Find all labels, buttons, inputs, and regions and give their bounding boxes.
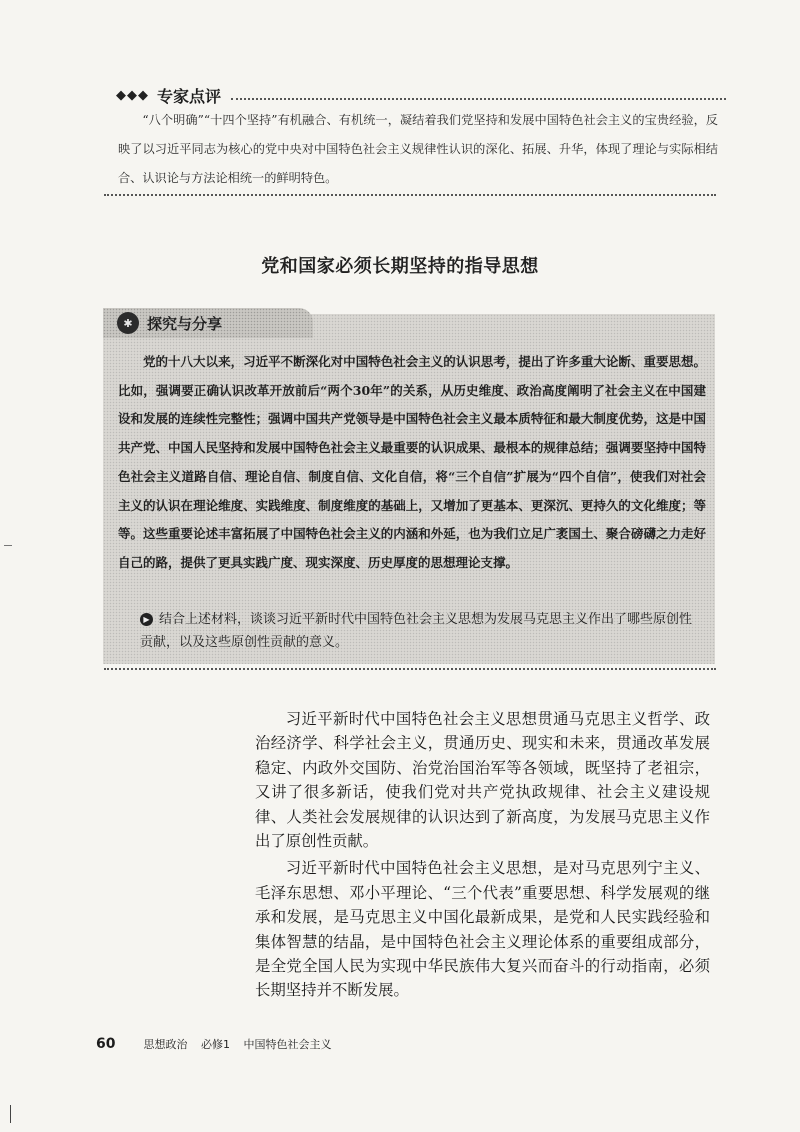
book-title: 中国特色社会主义 xyxy=(243,1038,332,1051)
explore-share-text: 党的十八大以来，习近平不断深化对中国特色社会主义的认识思考，提出了许多重大论断、重要思想。比如，强调要正确认识改革开放前后“两个30年”的关系，从历史维度、政治高度阐明了社会主义在中国建设和发展的连续性完整性；强调中国共产党领导是中国特色社会主义最本质特征和最大制度优势，这是中国共产党、中国人民坚持和发展中国特色社会主义最重要的认识成果、最根本的规律总结；强调要坚持中国特色社会主义道路自信、理论自信、制度自信、文化自信，将“三个自信”扩展为“四个自信”，使我们对社会主义的认识在理论维度、实践维度、制度维度的基础上，又增加了更基本、更深沉、更持久的文化维度；等等。这些重要论述丰富拓展了中国特色社会主义的内涵和外延，也为我们立足广袤国土、聚合磅礴之力走好自己的路，提供了更具实践广度、现实深度、历史厚度的思想理论支撑。 xyxy=(118,354,706,570)
expert-comment-title: 专家点评 xyxy=(157,86,222,106)
book-info xyxy=(143,1036,341,1052)
paragraph: 习近平新时代中国特色社会主义思想贯通马克思主义哲学、政治经济学、科学社会主义，贯通历史、现实和未来，贯通改革发展稳定、内政外交国防、治党治国治军等各领域，既坚持了老祖宗，又讲了很多新话，使我们党对共产党执政规律、社会主义建设规律、人类社会发展规律的认识达到了新高度，为发展马克思主义作出了原创性贡献。 xyxy=(255,710,710,851)
diamond-bullets-icon: ◆◆◆ xyxy=(116,87,149,103)
discussion-question-text: 结合上述材料，谈谈习近平新时代中国特色社会主义思想为发展马克思主义作出了哪些原创性贡献，以及这些原创性贡献的意义。 xyxy=(140,612,693,650)
main-text xyxy=(255,707,710,1006)
explore-share-tab xyxy=(103,308,313,338)
dotted-divider xyxy=(104,668,716,670)
scan-edge-mark xyxy=(4,545,12,546)
dotted-divider xyxy=(104,194,716,196)
scan-edge-mark xyxy=(10,1105,11,1123)
paragraph: 习近平新时代中国特色社会主义思想，是对马克思列宁主义、毛泽东思想、邓小平理论、“三个代表”重要思想、科学发展观的继承和发展，是马克思主义中国化最新成果，是党和人民实践经验和集体智慧的结晶，是中国特色社会主义理论体系的重要组成部分，是全党全国人民为实现中华民族伟大复兴而奋斗的行动指南，必须长期坚持并不断发展。 xyxy=(255,859,710,1000)
discussion-question xyxy=(140,608,700,654)
page-number: 60 xyxy=(96,1036,116,1052)
page-footer xyxy=(96,1036,341,1052)
play-bullet-icon: ▶ xyxy=(140,613,153,626)
subject: 思想政治 xyxy=(143,1038,188,1051)
expert-comment-header xyxy=(116,84,726,106)
volume: 必修1 xyxy=(200,1038,230,1051)
section-title: 党和国家必须长期坚持的指导思想 xyxy=(261,256,539,277)
dotted-leader xyxy=(231,90,726,100)
expert-comment-body: “八个明确”“十四个坚持”有机融合、有机统一，凝结着我们党坚持和发展中国特色社会主义的宝贵经验，反映了以习近平同志为核心的党中央对中国特色社会主义规律性认识的深化、拓展、升华，体现了理论与实际相结合、认识论与方法论相统一的鲜明特色。 xyxy=(118,113,718,185)
explore-globe-icon: ✱ xyxy=(117,312,139,334)
explore-share-label: 探究与分享 xyxy=(147,314,223,333)
